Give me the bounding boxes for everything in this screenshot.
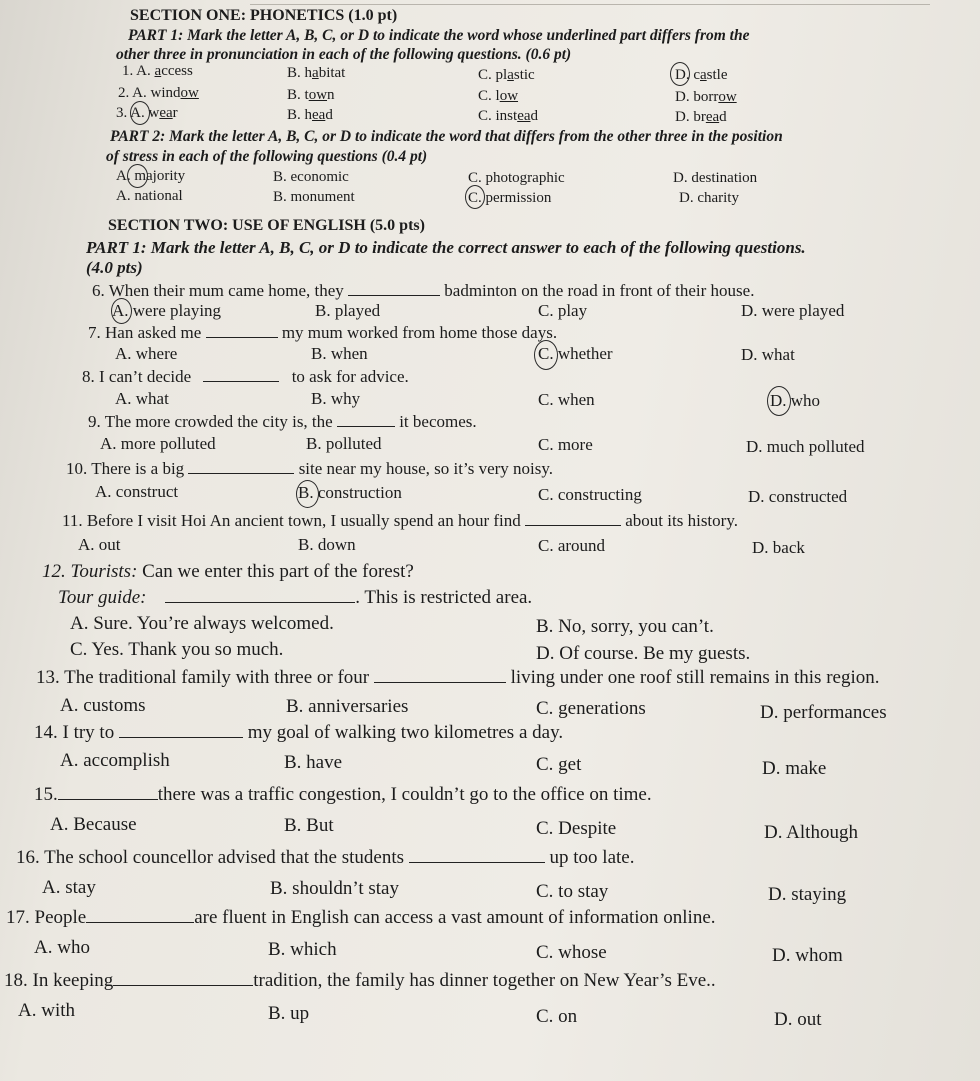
question-8: [82, 367, 409, 387]
q9-option-b[interactable]: B. polluted: [306, 434, 382, 453]
section-two-part1-instruction-1: PART 1: Mark the letter A, B, C, or D to indicate the correct answer to each of the following questions.: [86, 238, 806, 257]
q7-option-b[interactable]: B. when: [311, 344, 368, 363]
q1-option-b[interactable]: B. habitat: [287, 65, 346, 81]
q16-option-a[interactable]: A. stay: [42, 877, 96, 898]
question-stem-end: living under one roof still remains in this region.: [510, 667, 880, 688]
q8-option-c[interactable]: C. when: [538, 390, 595, 409]
q5-option-b[interactable]: B. monument: [273, 189, 355, 205]
answer-circle-q5: [465, 185, 485, 209]
q16-option-b[interactable]: B. shouldn’t stay: [270, 878, 399, 899]
q2-option-a[interactable]: 2. A. window: [118, 85, 199, 101]
q2-option-c[interactable]: C. low: [478, 88, 519, 104]
q5-option-c[interactable]: C. permission: [468, 190, 552, 206]
q3-option-d[interactable]: D. bread: [675, 109, 727, 125]
q8-option-a[interactable]: A. what: [115, 389, 169, 408]
question-stem: 8. I can’t decide: [82, 367, 192, 386]
question-stem-end: to ask for advice.: [291, 367, 409, 386]
q13-option-d[interactable]: D. performances: [760, 702, 887, 723]
answer-circle-q10: [296, 480, 319, 508]
q12-option-c[interactable]: C. Yes. Thank you so much.: [70, 639, 284, 660]
q10-option-b[interactable]: B. construction: [298, 483, 402, 502]
question-6: [92, 281, 754, 301]
q4-option-a[interactable]: A. majority: [116, 168, 186, 184]
q11-option-a[interactable]: A. out: [78, 535, 121, 554]
question-stem-end: it becomes.: [399, 412, 477, 431]
answer-circle-q6: [111, 298, 132, 324]
question-stem: 14. I try to: [34, 722, 115, 743]
top-rule: [250, 4, 930, 5]
question-stem: 6. When their mum came home, they: [92, 281, 344, 300]
question-stem-end: site near my house, so it’s very noisy.: [298, 459, 554, 478]
dialogue-text: . This is restricted area.: [355, 587, 533, 608]
q11-option-d[interactable]: D. back: [752, 538, 805, 557]
answer-blank[interactable]: [348, 281, 440, 296]
section-two-title: SECTION TWO: USE OF ENGLISH (5.0 pts): [108, 217, 425, 234]
answer-circle-q7: [534, 340, 558, 370]
question-stem: 10. There is a big: [66, 459, 185, 478]
q16-option-c[interactable]: C. to stay: [536, 881, 609, 902]
answer-blank[interactable]: [525, 511, 621, 526]
question-stem-end: up too late.: [549, 847, 635, 868]
q12-option-b[interactable]: B. No, sorry, you can’t.: [536, 616, 714, 637]
q12-option-d[interactable]: D. Of course. Be my guests.: [536, 643, 751, 664]
q10-option-d[interactable]: D. constructed: [748, 487, 848, 506]
question-stem: 15.: [34, 784, 58, 805]
question-stem-end: are fluent in English can access a vast amount of information online.: [194, 907, 716, 928]
answer-circle-q4: [127, 164, 148, 188]
question-12-line1: [42, 561, 414, 583]
answer-blank[interactable]: [58, 785, 158, 800]
speaker-label: 12. Tourists:: [42, 561, 138, 582]
answer-blank[interactable]: [188, 459, 294, 474]
question-14: [34, 722, 563, 744]
answer-blank[interactable]: [119, 723, 243, 738]
q6-option-d[interactable]: D. were played: [741, 301, 845, 320]
answer-circle-q1: [670, 62, 690, 86]
q18-option-c[interactable]: C. on: [536, 1006, 578, 1027]
q1-option-a[interactable]: 1. A. access: [122, 63, 193, 79]
answer-circle-q8: [767, 386, 791, 416]
answer-blank[interactable]: [203, 367, 279, 382]
question-12-line2: [58, 587, 532, 609]
q9-option-a[interactable]: A. more polluted: [100, 434, 216, 453]
q7-option-a[interactable]: A. where: [115, 344, 178, 363]
q8-option-b[interactable]: B. why: [311, 389, 361, 408]
q17-option-d[interactable]: D. whom: [772, 945, 843, 966]
answer-blank[interactable]: [337, 412, 395, 427]
q18-option-a[interactable]: A. with: [18, 1000, 75, 1021]
q12-option-a[interactable]: A. Sure. You’re always welcomed.: [70, 613, 334, 634]
question-stem-end: there was a traffic congestion, I couldn’t go to the office on time.: [157, 784, 652, 805]
q6-option-c[interactable]: C. play: [538, 301, 588, 320]
question-stem-end: my mum worked from home those days.: [281, 323, 558, 342]
q5-option-a[interactable]: A. national: [116, 188, 183, 204]
question-stem: 7. Han asked me: [88, 323, 202, 342]
question-18: [4, 970, 716, 992]
section-two-part1-instruction-2: (4.0 pts): [86, 258, 143, 277]
q18-option-b[interactable]: B. up: [268, 1003, 310, 1024]
question-17: [6, 907, 716, 929]
q7-option-d[interactable]: D. what: [741, 345, 795, 364]
q15-option-c[interactable]: C. Despite: [536, 818, 617, 839]
q11-option-b[interactable]: B. down: [298, 535, 356, 554]
question-stem: 16. The school councellor advised that the students: [16, 847, 405, 868]
question-7: [88, 323, 557, 343]
q7-option-c[interactable]: C. whether: [538, 344, 613, 363]
q5-option-d[interactable]: D. charity: [679, 190, 739, 206]
answer-blank[interactable]: [86, 908, 194, 923]
q1-option-d[interactable]: D. castle: [675, 67, 728, 83]
answer-blank[interactable]: [374, 668, 506, 683]
q17-option-c[interactable]: C. whose: [536, 942, 607, 963]
question-stem: 13. The traditional family with three or four: [36, 667, 370, 688]
answer-blank[interactable]: [206, 323, 278, 338]
q3-option-a[interactable]: 3. A. wear: [116, 105, 178, 121]
q8-option-d[interactable]: D. who: [770, 391, 821, 410]
question-10: [66, 459, 553, 479]
q13-option-a[interactable]: A. customs: [60, 695, 146, 716]
section-one-part2-instruction-2: of stress in each of the following questions (0.4 pt): [106, 148, 428, 165]
q10-option-a[interactable]: A. construct: [95, 482, 179, 501]
q1-option-c[interactable]: C. plastic: [478, 67, 535, 83]
q2-option-b[interactable]: B. town: [287, 87, 335, 103]
q17-option-a[interactable]: A. who: [34, 937, 90, 958]
section-one-part1-instruction-1: PART 1: Mark the letter A, B, C, or D to indicate the word whose underlined part differs from the: [128, 27, 750, 44]
dialogue-text: Can we enter this part of the forest?: [142, 561, 414, 582]
section-one-part1-instruction-2: other three in pronunciation in each of the following questions. (0.6 pt): [116, 46, 572, 63]
q4-option-d[interactable]: D. destination: [673, 170, 758, 186]
question-stem: 17. People: [6, 907, 87, 928]
q10-option-c[interactable]: C. constructing: [538, 485, 642, 504]
speaker-label: Tour guide:: [58, 587, 147, 608]
q6-option-b[interactable]: B. played: [315, 301, 381, 320]
question-9: [88, 412, 477, 432]
answer-blank[interactable]: [409, 848, 545, 863]
q11-option-c[interactable]: C. around: [538, 536, 606, 555]
q15-option-a[interactable]: A. Because: [50, 814, 137, 835]
q15-option-b[interactable]: B. But: [284, 815, 334, 836]
question-stem: 9. The more crowded the city is, the: [88, 412, 333, 431]
question-stem-end: tradition, the family has dinner together on New Year’s Eve..: [253, 970, 716, 991]
q13-option-b[interactable]: B. anniversaries: [286, 696, 409, 717]
answer-blank[interactable]: [113, 971, 253, 986]
q13-option-c[interactable]: C. generations: [536, 698, 646, 719]
question-stem-end: badminton on the road in front of their house.: [444, 281, 755, 300]
q9-option-d[interactable]: D. much polluted: [746, 437, 865, 456]
q16-option-d[interactable]: D. staying: [768, 884, 847, 905]
section-one-title: SECTION ONE: PHONETICS (1.0 pt): [130, 7, 398, 24]
q14-option-b[interactable]: B. have: [284, 752, 343, 773]
q18-option-d[interactable]: D. out: [774, 1009, 822, 1030]
question-15: [34, 784, 652, 806]
q4-option-c[interactable]: C. photographic: [468, 170, 565, 186]
question-11: [62, 511, 738, 531]
section-one-part2-instruction-1: PART 2: Mark the letter A, B, C, or D to indicate the word that differs from the other three in the position: [110, 128, 783, 145]
q9-option-c[interactable]: C. more: [538, 435, 593, 454]
q14-option-d[interactable]: D. make: [762, 758, 827, 779]
question-13: [36, 667, 879, 689]
answer-circle-q3: [130, 101, 150, 125]
q3-option-c[interactable]: C. instead: [478, 108, 539, 124]
q17-option-b[interactable]: B. which: [268, 939, 337, 960]
answer-blank[interactable]: [165, 588, 355, 603]
q6-option-a[interactable]: A. were playing: [112, 301, 222, 320]
question-stem-end: my goal of walking two kilometres a day.: [247, 722, 564, 743]
question-16: [16, 847, 634, 869]
question-stem-end: about its history.: [625, 511, 738, 530]
question-stem: 18. In keeping: [4, 970, 114, 991]
q14-option-a[interactable]: A. accomplish: [60, 750, 170, 771]
q4-option-b[interactable]: B. economic: [273, 169, 349, 185]
q3-option-b[interactable]: B. head: [287, 107, 333, 123]
q2-option-d[interactable]: D. borrow: [675, 89, 737, 105]
q14-option-c[interactable]: C. get: [536, 754, 582, 775]
question-stem: 11. Before I visit Hoi An ancient town, I usually spend an hour find: [62, 511, 521, 530]
q15-option-d[interactable]: D. Although: [764, 822, 858, 843]
